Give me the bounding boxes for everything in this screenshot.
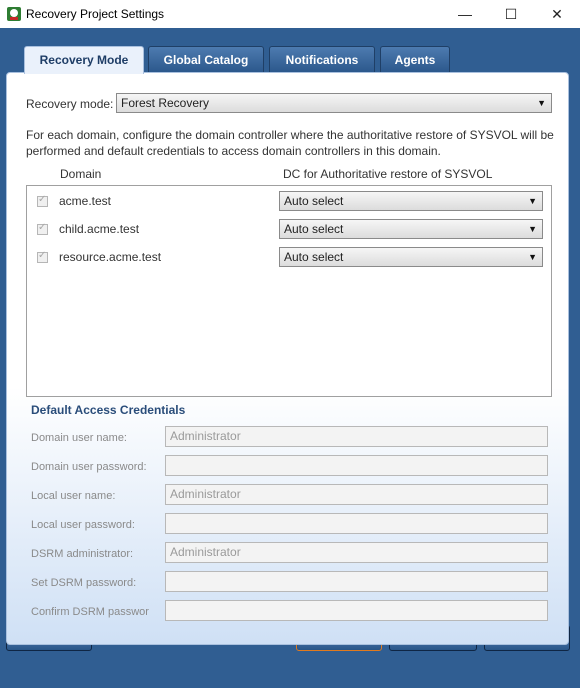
confirm-dsrm-password-field[interactable] [165, 600, 548, 621]
tab-global-catalog[interactable]: Global Catalog [148, 46, 264, 72]
chevron-down-icon: ▼ [537, 98, 546, 108]
recovery-mode-select[interactable] [116, 93, 552, 113]
domain-name: acme.test [59, 194, 112, 208]
dc-select-value: Auto select [284, 250, 344, 264]
dsrm-administrator-label: DSRM administrator: [31, 548, 134, 560]
local-user-password-field[interactable] [165, 513, 548, 534]
tab-recovery-mode[interactable]: Recovery Mode [24, 46, 144, 74]
column-header-domain: Domain [60, 167, 102, 181]
maximize-button[interactable]: ☐ [504, 6, 518, 22]
set-dsrm-password-label: Set DSRM password: [31, 577, 137, 589]
domain-name: resource.acme.test [59, 250, 162, 264]
window-title: Recovery Project Settings [26, 7, 165, 21]
domain-user-password-field[interactable] [165, 455, 548, 476]
table-row [27, 246, 551, 272]
title-bar [0, 0, 580, 28]
local-user-name-field[interactable]: Administrator [165, 484, 548, 505]
domain-name: child.acme.test [59, 222, 140, 236]
domain-user-name-label: Domain user name: [31, 432, 127, 444]
chevron-down-icon: ▼ [528, 196, 537, 206]
description-text: For each domain, configure the domain controller where the authoritative restore of SYSVOL will be performed and default credentials to access domain controllers in this domain. [26, 128, 554, 158]
dc-select[interactable] [279, 191, 543, 211]
table-row [27, 190, 551, 216]
column-header-dc: DC for Authoritative restore of SYSVOL [283, 167, 493, 181]
credentials-section-title: Default Access Credentials [31, 403, 186, 417]
dc-select-value: Auto select [284, 222, 344, 236]
dsrm-administrator-field[interactable]: Administrator [165, 542, 548, 563]
domain-table [26, 185, 552, 397]
dc-select-value: Auto select [284, 194, 344, 208]
local-user-password-label: Local user password: [31, 519, 135, 531]
dc-select[interactable] [279, 219, 543, 239]
confirm-dsrm-password-label: Confirm DSRM passwor [31, 606, 149, 618]
domain-user-password-label: Domain user password: [31, 461, 147, 473]
tab-notifications[interactable]: Notifications [269, 46, 375, 72]
recovery-mode-panel [6, 72, 569, 645]
domain-checkbox[interactable] [37, 224, 48, 235]
recovery-mode-value: Forest Recovery [121, 96, 210, 110]
domain-checkbox[interactable] [37, 252, 48, 263]
domain-checkbox[interactable] [37, 196, 48, 207]
chevron-down-icon: ▼ [528, 252, 537, 262]
local-user-name-label: Local user name: [31, 490, 116, 502]
minimize-button[interactable]: — [458, 6, 472, 22]
close-button[interactable]: ✕ [551, 6, 563, 22]
app-icon [6, 6, 22, 22]
dc-select[interactable] [279, 247, 543, 267]
set-dsrm-password-field[interactable] [165, 571, 548, 592]
chevron-down-icon: ▼ [528, 224, 537, 234]
recovery-mode-label: Recovery mode: [26, 97, 114, 111]
tab-agents[interactable]: Agents [380, 46, 450, 72]
domain-user-name-field[interactable]: Administrator [165, 426, 548, 447]
table-row [27, 218, 551, 244]
